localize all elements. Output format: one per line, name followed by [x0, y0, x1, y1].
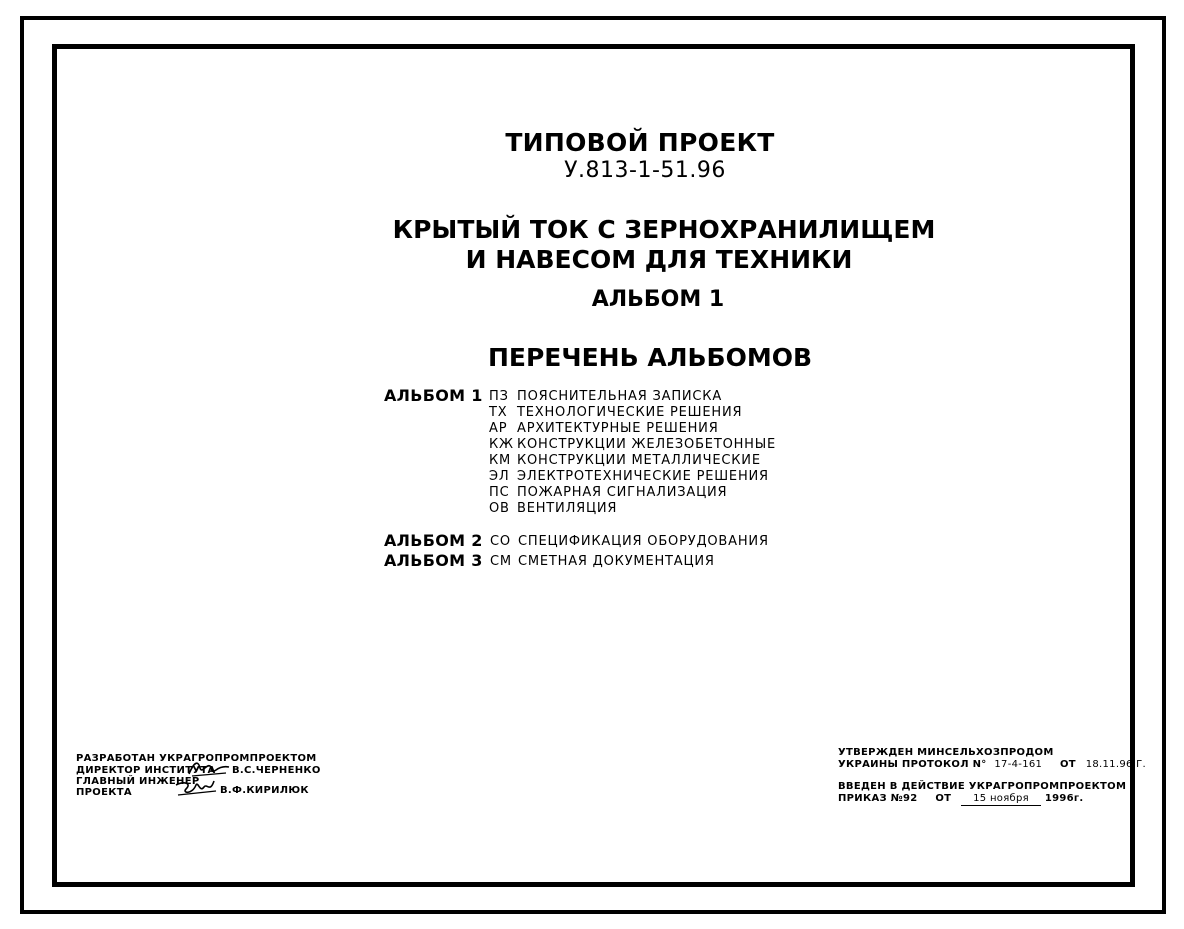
chief-engineer-name: В.Ф.КИРИЛЮК	[220, 785, 309, 796]
section-title: КОНСТРУКЦИИ МЕТАЛЛИЧЕСКИЕ	[517, 453, 761, 468]
list-item	[489, 405, 742, 421]
project-type-title: ТИПОВОЙ ПРОЕКТ	[505, 128, 775, 157]
list-item	[489, 389, 722, 405]
list-item	[490, 534, 769, 550]
section-code: КМ	[489, 453, 512, 468]
section-code: КЖ	[489, 437, 514, 452]
list-item	[489, 421, 719, 437]
protocol-date: 18.11.96 Г.	[1085, 759, 1147, 770]
list-item	[489, 501, 617, 517]
order-date: 15 ноября	[961, 793, 1041, 806]
album-title: АЛЬБОМ 1	[591, 287, 725, 312]
section-title: ПОЯСНИТЕЛЬНАЯ ЗАПИСКА	[517, 389, 723, 404]
list-item	[489, 469, 769, 485]
director-label: ДИРЕКТОР ИНСТИТУТА	[76, 765, 216, 776]
order-year: 1996г.	[1044, 793, 1084, 804]
section-title: ПОЖАРНАЯ СИГНАЛИЗАЦИЯ	[517, 485, 728, 500]
list-item	[489, 437, 776, 453]
album-2-label: АЛЬБОМ 2	[384, 531, 483, 550]
section-code: ЭЛ	[489, 469, 510, 484]
section-code: ПЗ	[489, 389, 509, 404]
section-title: ЭЛЕКТРОТЕХНИЧЕСКИЕ РЕШЕНИЯ	[517, 469, 769, 484]
enacted-line: ВВЕДЕН В ДЕЙСТВИЕ УКРАГРОПРОМПРОЕКТОМ	[838, 781, 1127, 792]
section-code: ТХ	[489, 405, 508, 420]
section-title: АРХИТЕКТУРНЫЕ РЕШЕНИЯ	[517, 421, 719, 436]
section-title: СМЕТНАЯ ДОКУМЕНТАЦИЯ	[518, 554, 715, 569]
project-code: У.813-1-51.96	[564, 158, 726, 183]
album-1-label: АЛЬБОМ 1	[384, 386, 483, 405]
section-title: ВЕНТИЛЯЦИЯ	[517, 501, 618, 516]
list-item	[490, 554, 715, 570]
section-title: ТЕХНОЛОГИЧЕСКИЕ РЕШЕНИЯ	[517, 405, 743, 420]
director-name: В.С.ЧЕРНЕНКО	[232, 765, 321, 776]
approved-line-2	[838, 759, 1146, 771]
protocol-label: УКРАИНЫ ПРОТОКОЛ N°	[838, 759, 987, 770]
project-name-line-2: И НАВЕСОМ ДЛЯ ТЕХНИКИ	[465, 245, 853, 274]
section-code: СМ	[490, 554, 512, 569]
protocol-from-label: ОТ	[1059, 759, 1076, 770]
chief-engineer-signature-icon	[174, 775, 220, 799]
album-3-label: АЛЬБОМ 3	[384, 551, 483, 570]
section-code: ПС	[489, 485, 510, 500]
order-label: ПРИКАЗ №92	[838, 793, 918, 804]
section-code: АР	[489, 421, 508, 436]
section-title: КОНСТРУКЦИИ ЖЕЛЕЗОБЕТОННЫЕ	[517, 437, 777, 452]
developer-line: РАЗРАБОТАН УКРАГРОПРОМПРОЕКТОМ	[76, 753, 317, 764]
section-code: ОВ	[489, 501, 510, 516]
section-code: СО	[490, 534, 511, 549]
project-name-line-1: КРЫТЫЙ ТОК С ЗЕРНОХРАНИЛИЩЕМ	[392, 215, 936, 244]
list-item	[489, 485, 727, 501]
chief-engineer-label: ГЛАВНЫЙ ИНЖЕНЕР	[76, 776, 200, 787]
section-title: СПЕЦИФИКАЦИЯ ОБОРУДОВАНИЯ	[518, 534, 769, 549]
protocol-number: 17-4-161	[994, 759, 1043, 770]
approved-line-1: УТВЕРЖДЕН МИНСЕЛЬХОЗПРОДОМ	[838, 747, 1054, 758]
albums-list-title: ПЕРЕЧЕНЬ АЛЬБОМОВ	[487, 343, 813, 372]
list-item	[489, 453, 761, 469]
order-line	[838, 793, 1084, 806]
order-from-label: ОТ	[935, 793, 952, 804]
chief-engineer-label-2: ПРОЕКТА	[76, 787, 132, 798]
